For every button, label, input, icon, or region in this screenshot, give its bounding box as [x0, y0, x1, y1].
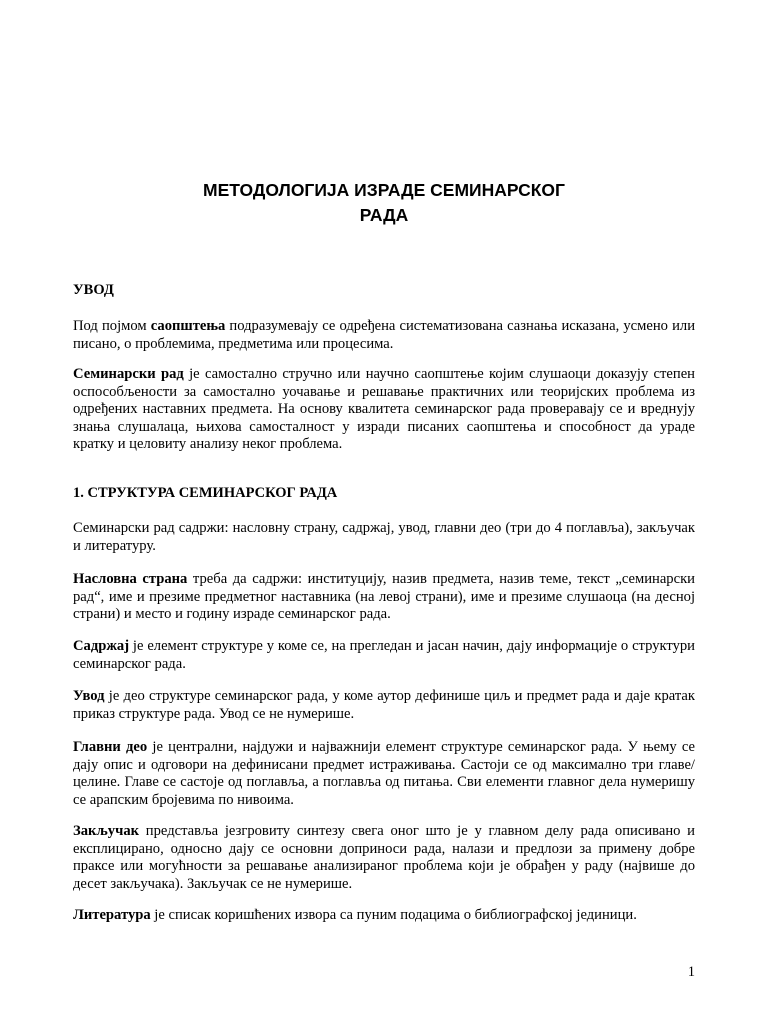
page-number: 1: [687, 964, 695, 980]
paragraph-text: Под појмом: [73, 318, 151, 334]
document-page: [73, 0, 695, 1024]
term-bold: Насловна страна: [73, 571, 188, 587]
term-bold: Литература: [73, 907, 151, 923]
term-bold: Закључак: [73, 823, 140, 839]
paragraph-text: је централни, најдужи и најважнији елемент структуре семинарског рада. У њему се дају опис и одговори на дефинисани предмет истраживања. Састоји се од максимално три главе/целине. Главе се састоје од поглавља, а поглавља од питања. Сви елементи главног дела нумеришу се арапским бројевима по нивоима.: [73, 739, 695, 808]
term-bold: Главни део: [73, 739, 148, 755]
paragraph-text: је елемент структуре у коме се, на прегледан и јасан начин, дају информације о структури семинарског рада.: [73, 638, 695, 672]
paragraph-title-page: [73, 571, 695, 624]
paragraph-definition: [73, 318, 695, 353]
paragraph-literature: [73, 907, 695, 925]
paragraph-text: представља језгровиту синтезу свега оног што је у главном делу рада описивано и експлицирано, односно дају се основни доприноси рада, налази и предлози за примену добре праксе или могућности за решавање анализираног проблема који је обрађен у раду (највише до десет закључака). Закључак се не нумерише.: [73, 823, 695, 892]
paragraph-text: Семинарски рад садржи: насловну страну, садржај, увод, главни део (три до 4 поглавља), закључак и литературу.: [73, 520, 695, 554]
paragraph-seminar-work: [73, 366, 695, 454]
intro-heading: УВОД: [73, 282, 114, 298]
paragraph-text: је самостално стручно или научно саопштење којим слушаоци доказују степен оспособљености за самостално уочавање и решавање практичних или теоријских проблема из одређених наставних предмета. На основу квалитета семинарског рада проверавају се и вреднују знања слушалаца, њихова самосталност у изради писаних саопштења и способност да ураде кратку и целовиту анализу неког проблема.: [73, 366, 695, 453]
paragraph-conclusion: [73, 823, 695, 893]
paragraph-introduction: [73, 688, 695, 723]
paragraph-contents-list: [73, 520, 695, 555]
paragraph-table-of-contents: [73, 638, 695, 673]
paragraph-main-part: [73, 739, 695, 809]
section-1-heading: 1. СТРУКТУРА СЕМИНАРСКОГ РАДА: [73, 485, 338, 501]
document-title: [73, 178, 695, 228]
title-line-2: РАДА: [359, 205, 409, 225]
term-bold: саопштења: [150, 318, 226, 334]
term-bold: Увод: [73, 688, 105, 704]
term-bold: Семинарски рад: [73, 366, 184, 382]
term-bold: Садржај: [73, 638, 130, 654]
paragraph-text: треба да садржи: институцију, назив предмета, назив теме, текст „семинарски рад“, име и презиме предметног наставника (на левој страни), име и презиме слушаоца (на десној страни) и место и годину израде семинарског рада.: [73, 571, 695, 623]
paragraph-text: подразумевају се одређена систематизована сазнања исказана, усмено или писано, о проблемима, предметима или процесима.: [73, 318, 696, 352]
paragraph-text: је део структуре семинарског рада, у коме аутор дефинише циљ и предмет рада и даје кратак приказ структуре рада. Увод се не нумерише.: [73, 688, 695, 722]
title-line-1: МЕТОДОЛОГИЈА ИЗРАДЕ СЕМИНАРСКОГ: [203, 180, 565, 200]
paragraph-text: је списак коришћених извора са пуним подацима о библиографској јединици.: [150, 907, 637, 923]
